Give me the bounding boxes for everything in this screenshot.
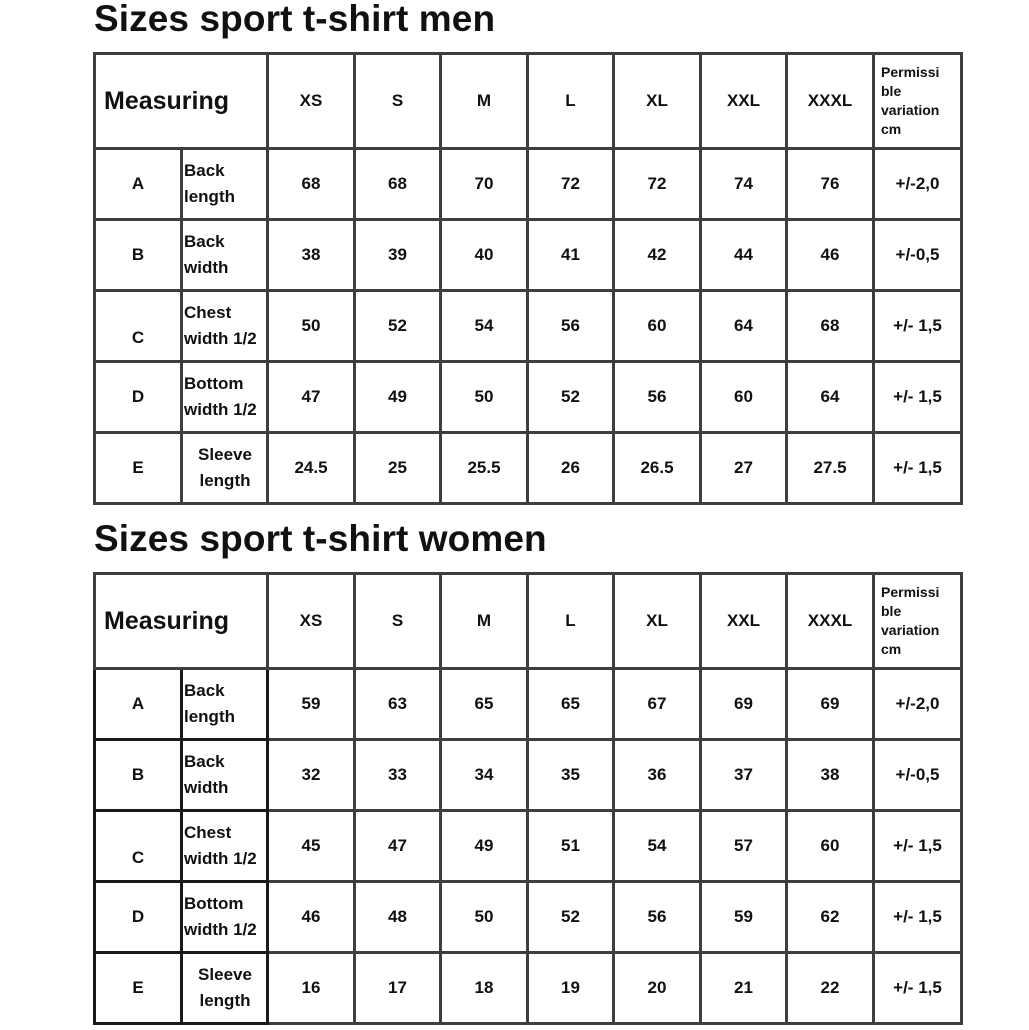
size-value: 56 [528,291,614,362]
size-value: 18 [441,953,528,1024]
table-row [95,362,962,433]
size-value: 17 [355,953,441,1024]
variation-header: Permissi ble variation cm [874,54,962,149]
size-value: 50 [268,291,355,362]
header-row [95,54,962,149]
size-value: 49 [441,811,528,882]
size-value: 64 [701,291,787,362]
size-header-l: L [528,574,614,669]
row-label: Sleeve length [182,433,268,504]
size-value: 21 [701,953,787,1024]
row-letter: B [95,220,182,291]
table-row [95,291,962,362]
size-value: 65 [441,669,528,740]
size-value: 51 [528,811,614,882]
row-label: Back width [182,220,268,291]
size-value: 25 [355,433,441,504]
variation-value: +/- 1,5 [874,362,962,433]
size-value: 27 [701,433,787,504]
size-value: 67 [614,669,701,740]
size-value: 33 [355,740,441,811]
size-value: 69 [701,669,787,740]
table-row [95,669,962,740]
size-value: 36 [614,740,701,811]
size-header-xxl: XXL [701,54,787,149]
size-value: 72 [614,149,701,220]
size-value: 19 [528,953,614,1024]
size-value: 76 [787,149,874,220]
size-value: 68 [787,291,874,362]
size-header-l: L [528,54,614,149]
size-value: 56 [614,362,701,433]
size-header-s: S [355,54,441,149]
size-value: 54 [614,811,701,882]
size-header-xl: XL [614,574,701,669]
variation-value: +/- 1,5 [874,811,962,882]
row-label: Back width [182,740,268,811]
size-value: 22 [787,953,874,1024]
variation-value: +/- 1,5 [874,882,962,953]
size-value: 49 [355,362,441,433]
row-letter: C [95,291,182,362]
size-header-xs: XS [268,54,355,149]
size-value: 52 [355,291,441,362]
size-value: 65 [528,669,614,740]
size-header-xl: XL [614,54,701,149]
row-letter: E [95,953,182,1024]
size-value: 37 [701,740,787,811]
size-value: 59 [701,882,787,953]
size-value: 26.5 [614,433,701,504]
men-table-title: Sizes sport t-shirt men [94,0,496,39]
size-value: 46 [787,220,874,291]
variation-value: +/- 1,5 [874,291,962,362]
size-value: 62 [787,882,874,953]
size-value: 63 [355,669,441,740]
size-value: 47 [355,811,441,882]
row-letter: C [95,811,182,882]
row-label: Bottom width 1/2 [182,882,268,953]
women-size-table [93,572,963,1025]
row-label: Bottom width 1/2 [182,362,268,433]
size-value: 25.5 [441,433,528,504]
table-row [95,149,962,220]
row-label: Sleeve length [182,953,268,1024]
row-label: Back length [182,669,268,740]
size-value: 48 [355,882,441,953]
size-header-xs: XS [268,574,355,669]
size-value: 32 [268,740,355,811]
table-row [95,953,962,1024]
size-value: 44 [701,220,787,291]
table-row [95,811,962,882]
row-letter: D [95,882,182,953]
variation-value: +/- 1,5 [874,953,962,1024]
variation-value: +/-2,0 [874,669,962,740]
size-value: 26 [528,433,614,504]
row-letter: D [95,362,182,433]
size-value: 41 [528,220,614,291]
size-value: 60 [614,291,701,362]
row-label: Chest width 1/2 [182,811,268,882]
size-value: 68 [268,149,355,220]
variation-value: +/- 1,5 [874,433,962,504]
size-value: 50 [441,882,528,953]
size-value: 24.5 [268,433,355,504]
size-value: 74 [701,149,787,220]
size-header-xxl: XXL [701,574,787,669]
size-value: 45 [268,811,355,882]
row-letter: A [95,669,182,740]
size-value: 56 [614,882,701,953]
row-label: Chest width 1/2 [182,291,268,362]
size-value: 40 [441,220,528,291]
size-value: 72 [528,149,614,220]
size-value: 59 [268,669,355,740]
size-value: 52 [528,882,614,953]
table-row [95,433,962,504]
size-value: 54 [441,291,528,362]
women-table-title: Sizes sport t-shirt women [94,518,547,559]
row-label: Back length [182,149,268,220]
size-value: 38 [787,740,874,811]
measuring-header: Measuring [95,54,268,149]
size-header-m: M [441,574,528,669]
size-header-s: S [355,574,441,669]
size-value: 38 [268,220,355,291]
size-value: 52 [528,362,614,433]
size-value: 50 [441,362,528,433]
size-value: 39 [355,220,441,291]
size-value: 64 [787,362,874,433]
size-value: 16 [268,953,355,1024]
variation-header: Permissi ble variation cm [874,574,962,669]
size-value: 69 [787,669,874,740]
measuring-header: Measuring [95,574,268,669]
row-letter: E [95,433,182,504]
size-value: 20 [614,953,701,1024]
variation-value: +/-2,0 [874,149,962,220]
size-value: 60 [787,811,874,882]
size-value: 42 [614,220,701,291]
size-header-xxxl: XXXL [787,54,874,149]
men-size-table [93,52,963,505]
size-value: 70 [441,149,528,220]
table-row [95,740,962,811]
row-letter: A [95,149,182,220]
table-row [95,220,962,291]
variation-value: +/-0,5 [874,220,962,291]
size-value: 35 [528,740,614,811]
size-value: 27.5 [787,433,874,504]
size-header-xxxl: XXXL [787,574,874,669]
size-value: 46 [268,882,355,953]
table-row [95,882,962,953]
size-value: 60 [701,362,787,433]
size-value: 68 [355,149,441,220]
size-value: 34 [441,740,528,811]
variation-value: +/-0,5 [874,740,962,811]
size-header-m: M [441,54,528,149]
row-letter: B [95,740,182,811]
header-row [95,574,962,669]
size-value: 57 [701,811,787,882]
size-value: 47 [268,362,355,433]
